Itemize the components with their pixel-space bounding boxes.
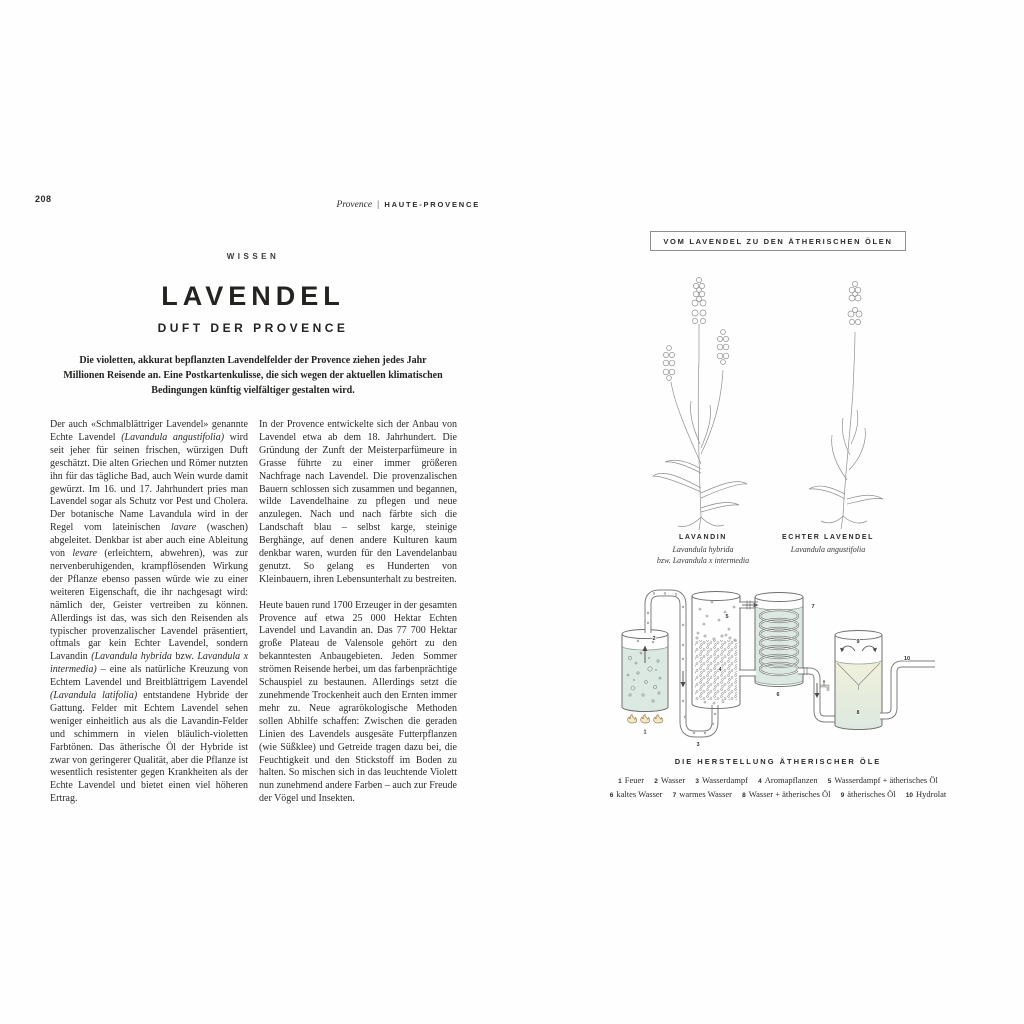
legend-label: Feuer: [624, 775, 645, 785]
legend-item: [906, 789, 946, 799]
plant-illustration-echter-lavendel: [795, 268, 907, 530]
plant-illustration-lavandin: [647, 262, 759, 532]
infographic-box-title: VOM LAVENDEL ZU DEN ÄTHERISCHEN ÖLEN: [650, 231, 905, 251]
flower-spike: [717, 330, 729, 365]
legend-number: 1: [618, 778, 622, 785]
tap-icon: [821, 680, 829, 691]
distillation-diagram: [608, 583, 948, 748]
diagram-number-3: 3: [696, 742, 700, 748]
water-vessel: [622, 630, 668, 712]
legend-label: Hydrolat: [916, 789, 947, 799]
breadcrumb-region: Provence: [336, 200, 373, 210]
legend-item: [673, 789, 732, 799]
legend-line-1: [578, 774, 978, 788]
legend-item: [654, 775, 685, 785]
legend-number: 3: [695, 778, 699, 785]
legend-number: 9: [840, 792, 845, 799]
legend-number: 2: [654, 778, 658, 785]
plant-latin-line1: Lavandula hybrida: [672, 545, 734, 554]
diagram-number-8: 8: [856, 710, 860, 716]
legend-label: Wasserdampf + ätherisches Öl: [834, 775, 938, 785]
plant-column: [692, 592, 740, 709]
legend-item: [610, 789, 663, 799]
flame-icon: [628, 715, 663, 723]
body-column-1: [50, 419, 248, 819]
legend-number: 5: [827, 778, 832, 785]
legend-item: [742, 789, 830, 799]
legend-label: Wasser: [660, 775, 686, 785]
legend-number: 6: [609, 792, 614, 799]
diagram-number-2: 2: [652, 636, 656, 642]
article-title: LAVENDEL: [161, 281, 345, 311]
diagram-number-7: 7: [811, 604, 815, 610]
legend-item: [695, 775, 748, 785]
plant-name: LAVANDIN: [679, 534, 727, 541]
article-kicker: WISSEN: [226, 252, 280, 261]
plant-label-lavandin: [647, 534, 759, 566]
plant-latin-name: [762, 545, 894, 556]
flower-spike: [692, 277, 706, 323]
flower-spike: [848, 281, 862, 324]
plant-latin-line1: Lavandula angustifolia: [790, 545, 866, 554]
legend-label: Wasserdampf: [701, 775, 749, 785]
diagram-number-4: 4: [718, 667, 722, 673]
body-paragraph: Der auch «Schmalblättriger Lavendel» genannte Echte Lavendel (Lavandula angustifolia) wird seit jeher für seinen frischen, würzigen Duft geschätzt. Die alten Griechen und Römer nutzten ihn für das tägliche Bad, auch Wein wurde damit gewürzt. Im 16. und 17. Jahrhundert pries man Lavendel sogar als Schutz vor Pest und Cholera. Der botanische Name Lavandula wird in der Regel vom lateinischen lavare (waschen) abgeleitet. Denkbar ist aber auch eine Ableitung von levare (erleichtern, abwehren), was zur nervenberuhigenden, krampflösenden Wirkung der Pflanze ebenso passen würde wie zu einer weiteren Eigenschaft, die ihr nachgesagt wird: nämlich der, Geister vertreiben zu können. Allerdings ist das, was sich den Reisenden als typischer provenzalischer Lavendel präsentiert, oftmals gar kein Echter Lavendel, sondern Lavandin (Lavandula hybrida bzw. Lavandula x intermedia) – eine als natürliche Kreuzung von Echtem Lavendel und Breitblättrigem Lavendel (Lavandula latifolia) entstandene Hybride der Gattung. Felder mit Echtem Lavendel sehen weniger einheitlich aus als die Lavandin-Felder und schimmern in vielen bläulich-violetten Farbtönen. Das ätherische Öl der Hybride ist zwar von geringerer Qualität, aber die Pflanze ist wesentlich resistenter gegen Krankheiten als der Echte Lavendel und bietet einen viel höheren Ertrag.: [50, 419, 249, 805]
diagram-number-9: 9: [856, 639, 860, 645]
infographic-header: [608, 231, 948, 251]
condensate-pipe: [798, 667, 835, 719]
diagram-caption: DIE HERSTELLUNG ÄTHERISCHER ÖLE: [674, 757, 882, 766]
breadcrumb-divider: |: [377, 199, 380, 209]
breadcrumb-area: HAUTE-PROVENCE: [384, 200, 480, 209]
legend-number: 8: [742, 792, 746, 799]
plant-label-echter-lavendel: [762, 534, 894, 556]
legend-item: [828, 775, 938, 785]
legend-number: 7: [672, 792, 677, 799]
legend-item: [618, 775, 644, 785]
legend-item: [758, 775, 818, 785]
plant-latin-line2: bzw. Lavandula x intermedia: [656, 555, 750, 565]
diagram-number-10: 10: [903, 656, 911, 662]
breadcrumb: [330, 194, 480, 212]
legend-line-2: [578, 788, 978, 802]
body-column-2: [259, 419, 457, 819]
legend-number: 4: [758, 778, 762, 785]
article-subtitle: DUFT DER PROVENCE: [157, 321, 349, 335]
legend-item: [841, 789, 896, 799]
legend-label: warmes Wasser: [679, 789, 733, 799]
page-number: 208: [35, 194, 52, 204]
plant-latin-name: [647, 545, 759, 566]
legend-label: ätherisches Öl: [847, 789, 896, 799]
flower-spike: [663, 346, 675, 381]
legend-label: kaltes Wasser: [616, 789, 663, 799]
body-paragraph: In der Provence entwickelte sich der Anbau von Lavendel etwa ab dem 18. Jahrhundert. Die Gründung der Zunft der Meisterparfümeure in Grasse führte zu einer immer größeren Nachfrage nach Lavendel. Die provenzalischen Bauern schlossen sich zusammen und begannen, wilde Lavendelhaine zu pflegen und neue anzulegen. Nach und nach färbte sich die Landschaft blau – selbst karge, steinige Berghänge, auf denen andere Kulturen kaum denkbar waren, wurden für den Lavendelanbau genutzt. So gelang es Hunderten von Kleinbauern, ihren Lebensunterhalt zu bestreiten.: [259, 419, 457, 585]
article-intro: Die violetten, akkurat bepflanzten Lavendelfelder der Provence ziehen jedes Jahr Millionen Reisende an. Eine Postkartenkulisse, die sich wegen der aktuellen klimatischen Bedingungen künftig vielfältiger gestalten wird.: [63, 355, 443, 396]
legend-number: 10: [905, 792, 914, 799]
body-paragraph: Heute bauen rund 1700 Erzeuger in der gesamten Provence auf etwa 25 000 Hektar Echten Lavendel und Lavandin an. Das 77 700 Hektar große Plateau de Valensole gehört zu den bekanntesten Anbaugebieten. Jeden Sommer strömen Reisende herbei, um das farbenprächtige Schauspiel zu bestaunen. Allerdings setzt die zunehmende Trockenheit auch den Ernten immer mehr zu. Neue agrarökologische Methoden sollen Abhilfe schaffen: Zwischen die geraden Linien des Lavendels ausgesäte Futterpflanzen (wie Süßklee) und Getreide tragen dazu bei, die Feuchtigkeit und den Stickstoff im Boden zu halten. So mischen sich in das leuchtende Violett nun zunehmend andere Farben – auch zur Freude der Vögel und Insekten.: [259, 599, 457, 805]
legend-label: Aromapflanzen: [764, 775, 818, 785]
legend-label: Wasser + ätherisches Öl: [748, 789, 831, 799]
diagram-number-1: 1: [643, 729, 647, 736]
diagram-number-5: 5: [725, 614, 729, 620]
plant-name: ECHTER LAVENDEL: [782, 534, 874, 541]
diagram-legend: [578, 774, 978, 802]
diagram-number-6: 6: [776, 692, 780, 698]
hydrolat-pipe: [880, 664, 935, 716]
